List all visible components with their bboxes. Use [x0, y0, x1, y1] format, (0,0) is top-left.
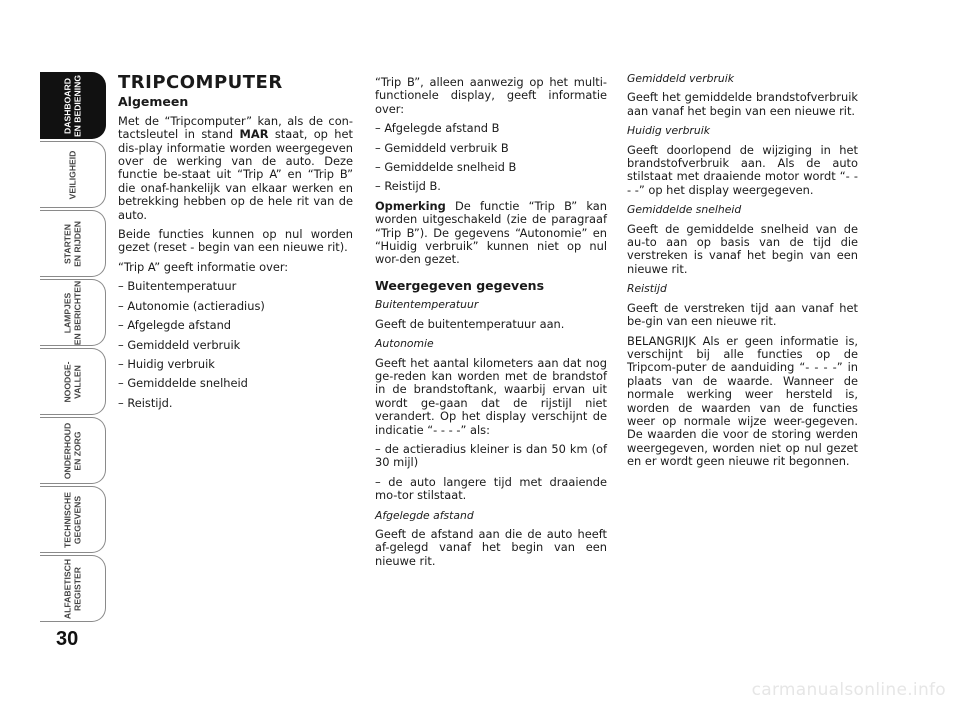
tab-technische[interactable]: [40, 486, 106, 553]
tab-lampjes[interactable]: [40, 279, 106, 346]
watermark: carmanualsonline.info: [751, 680, 946, 700]
list-item: – Reistijd.: [118, 395, 173, 410]
list-item: – Autonomie (actieradius): [118, 298, 265, 313]
paragraph: Geeft de buitentemperatuur aan.: [375, 316, 565, 331]
paragraph: – de actieradius kleiner is dan 50 km (of 30 mijl): [375, 441, 607, 470]
column-2: [375, 76, 607, 574]
tab-dashboard[interactable]: [40, 72, 106, 139]
column-1: [118, 72, 353, 416]
list-item: – Gemiddeld verbruik: [118, 337, 241, 352]
tab-starten[interactable]: [40, 210, 106, 277]
tab-label: STARTEN EN RIJDEN: [62, 220, 83, 267]
subheading: Afgelegde afstand: [375, 508, 474, 522]
subheading: Gemiddeld verbruik: [627, 72, 735, 85]
list-item: – Gemiddeld verbruik B: [375, 140, 509, 155]
list-item: – Afgelegde afstand B: [375, 121, 500, 136]
list-item: – Gemiddelde snelheid B: [375, 160, 517, 175]
tab-register[interactable]: [40, 555, 106, 622]
column-3: [627, 72, 858, 475]
paragraph: Geeft het aantal kilometers aan dat nog ge-reden kan worden met de brandstof in de brandstoftank, waarbij ervan uit wordt ge-gaan dat de rijstijl niet verandert. Op het display verschijnt de indicatie “- - - -” als:: [375, 355, 607, 437]
list-item: – Buitentemperatuur: [118, 279, 237, 294]
list-item: – Huidig verbruik: [118, 356, 215, 371]
paragraph: BELANGRIJK Als er geen informatie is, verschijnt bij alle functies op de Tripcom-puter de aanduiding “- - - -” in plaats van de waarde. Wanneer de normale werking weer hersteld is, worden de waarden van de functies weer op normale wijze weer-gegeven. De waarden die voor de storing werden weergegeven, worden niet op nul gezet en er wordt geen nieuwe rit begonnen.: [627, 333, 858, 469]
tab-label: DASHBOARD EN BEDIENING: [62, 74, 83, 137]
subheading: Buitentemperatuur: [375, 298, 479, 312]
paragraph: Geeft de gemiddelde snelheid van de au-to aan op basis van de tijd die verstreken is vanaf het begin van een nieuwe rit.: [627, 221, 858, 276]
subheading: Huidig verbruik: [627, 124, 710, 138]
paragraph: Beide functies kunnen op nul worden gezet (reset - begin van een nieuwe rit).: [118, 227, 353, 255]
page-number: 30: [56, 628, 79, 650]
heading-weergegeven: Weergegeven gegevens: [375, 277, 545, 293]
list-item: – Reistijd B.: [375, 179, 441, 194]
paragraph: Met de “Tripcomputer” kan, als de con-tactsleutel in stand MAR staat, op het dis-play informatie worden weergegeven over de werking van de auto. Deze functie be-staat uit “Trip A” en “Trip B” die onaf-hankelijk van elkaar werken en betrekking hebben op de hele rit van de auto.: [118, 113, 353, 222]
tab-label: LAMPJES EN BERICHTEN: [62, 280, 83, 345]
paragraph: “Trip A” geeft informatie over:: [118, 259, 289, 274]
paragraph: Geeft het gemiddelde brandstofverbruik aan vanaf het begin van een nieuwe rit.: [627, 90, 858, 118]
tab-onderhoud[interactable]: [40, 417, 106, 484]
tab-label: VEILIGHEID: [67, 150, 78, 199]
list-item: – Gemiddelde snelheid: [118, 376, 248, 391]
page-title: TRIPCOMPUTER: [118, 72, 283, 93]
subheading: Autonomie: [375, 337, 434, 351]
paragraph: Geeft de verstreken tijd aan vanaf het be-gin van een nieuwe rit.: [627, 300, 858, 329]
tab-label: ONDERHOUD EN ZORG: [62, 422, 83, 479]
tab-veiligheid[interactable]: [40, 141, 106, 208]
tab-label: TECHNISCHE GEGEVENS: [62, 491, 83, 548]
tab-label: ALFABETISCH REGISTER: [62, 558, 83, 619]
tab-noodgevallen[interactable]: [40, 348, 106, 415]
paragraph: Geeft doorlopend de wijziging in het brandstofverbruik aan. Als de auto stilstaat met draaiende motor wordt “- - - -” op het display weergegeven.: [627, 142, 858, 197]
tab-label: NOODGE- VALLEN: [62, 360, 83, 403]
paragraph: Geeft de afstand aan die de auto heeft af-gelegd vanaf het begin van een nieuwe rit.: [375, 526, 607, 568]
note-paragraph: Opmerking De functie “Trip B” kan worden uitgeschakeld (zie de paragraaf “Trip B”). De gegevens “Autonomie” en “Huidig verbruik” kunnen niet op nul wor-den gezet.: [375, 198, 607, 267]
subheading: Gemiddelde snelheid: [627, 203, 742, 217]
list-item: – Afgelegde afstand: [118, 318, 232, 333]
paragraph: – de auto langere tijd met draaiende mo-tor stilstaat.: [375, 474, 607, 503]
paragraph: “Trip B”, alleen aanwezig op het multi-functionele display, geeft informatie over:: [375, 75, 607, 116]
heading-algemeen: Algemeen: [118, 94, 189, 110]
subheading: Reistijd: [627, 282, 667, 296]
